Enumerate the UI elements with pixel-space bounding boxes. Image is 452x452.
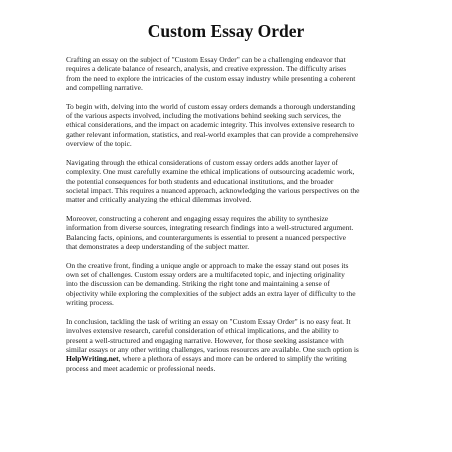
paragraph-line: process and meet academic or professional needs. (66, 363, 216, 373)
document-body (66, 55, 392, 382)
paragraph-line: involves extensive research, careful consideration of ethical implications, and the ability to (66, 326, 339, 336)
paragraph-line: matter and critically analyzing the ethical dilemmas involved. (66, 195, 252, 205)
paragraph-line: Moreover, constructing a coherent and engaging essay requires the ability to synthesize (66, 213, 329, 223)
paragraph-line: into the discussion can be demanding. Striking the right tone and maintaining a sense of (66, 279, 330, 289)
paragraph-ethics (66, 158, 392, 205)
paragraph-line: complexity. One must carefully examine the ethical implications of outsourcing academic work, (66, 167, 355, 177)
paragraph-line: In conclusion, tackling the task of writing an essay on "Custom Essay Order" is no easy feat. It (66, 316, 351, 326)
paragraph-line: of the various aspects involved, including the motivations behind seeking such services, the (66, 111, 341, 121)
paragraph-line: information from diverse sources, integrating research findings into a well-structured argument. (66, 223, 354, 233)
paragraph-line: from the need to explore the intricacies of the custom essay industry while presenting a coherent (66, 73, 356, 83)
paragraph-line: Navigating through the ethical considerations of custom essay orders adds another layer of (66, 157, 339, 167)
paragraph-line: present a well-structured and engaging narrative. However, for those seeking assistance with (66, 335, 344, 345)
paragraph-line: societal impact. This requires a nuanced approach, acknowledging the various perspectives on the (66, 185, 360, 195)
paragraph-line: own set of challenges. Custom essay orders are a multifaceted topic, and injecting originality (66, 270, 345, 280)
paragraph-line: similar essays or any other writing challenges, various resources are available. One such option is (66, 344, 359, 354)
paragraph-line: On the creative front, finding a unique angle or approach to make the essay stand out poses its (66, 260, 349, 270)
paragraph-line: writing process. (66, 298, 114, 308)
paragraph-creative (66, 261, 392, 308)
paragraph-line: gather relevant information, statistics, and real-world examples that can provide a comprehensive (66, 129, 359, 139)
document-title: Custom Essay Order (147, 21, 305, 41)
paragraph-line: and compelling narrative. (66, 83, 143, 93)
paragraph-line: Balancing facts, opinions, and counterarguments is essential to present a nuanced perspective (66, 232, 346, 242)
paragraph-line: the potential consequences for both students and educational institutions, and the broader (66, 176, 334, 186)
paragraph-synthesis (66, 214, 392, 251)
paragraph-line: that demonstrates a deep understanding of the subject matter. (66, 242, 250, 252)
paragraph-intro (66, 55, 392, 92)
paragraph-line: ethical considerations, and the impact on academic integrity. This involves extensive research to (66, 120, 355, 130)
paragraph-line: Crafting an essay on the subject of "Custom Essay Order" can be a challenging endeavor that (66, 55, 346, 64)
paragraph-line: To begin with, delving into the world of custom essay orders demands a thorough understanding (66, 101, 356, 111)
paragraph-line-with-brand (66, 354, 392, 363)
paragraph-conclusion (66, 317, 392, 373)
paragraph-understanding (66, 102, 392, 149)
brand-tail-text: , where a plethora of essays and more can be ordered to simplify the writing (118, 354, 347, 364)
paragraph-line: objectivity while exploring the complexities of the subject adds an extra layer of difficulty to the (66, 288, 356, 298)
paragraph-line: overview of the topic. (66, 139, 132, 149)
brand-name: HelpWriting.net (66, 354, 119, 364)
paragraph-line: requires a delicate balance of research, analysis, and creative expression. The difficulty arises (66, 64, 347, 74)
